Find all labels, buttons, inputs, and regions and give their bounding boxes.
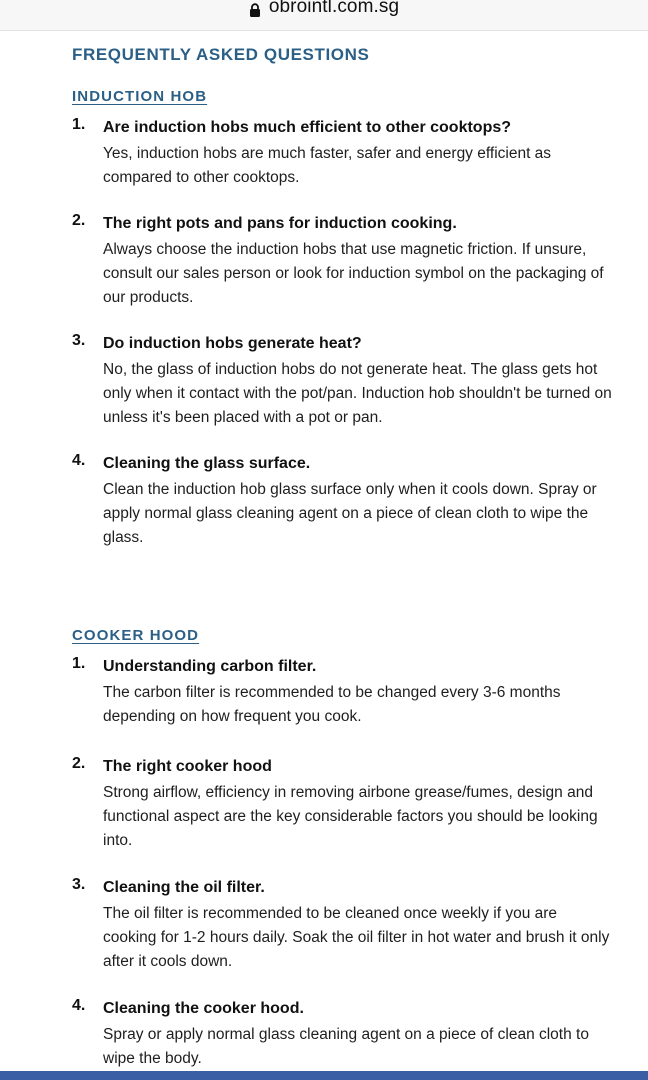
faq-number: 3.	[72, 876, 86, 893]
section-heading-induction-hob[interactable]: INDUCTION HOB	[72, 88, 208, 105]
faq-answer: Always choose the induction hobs that use magnetic friction. If unsure, consult our sales person or look for induction symbol on the packaging of our products.	[103, 241, 604, 306]
section-heading-cooker-hood[interactable]: COOKER HOOD	[72, 627, 200, 644]
faq-question: Are induction hobs much efficient to other cooktops?	[103, 119, 512, 136]
faq-answer: Yes, induction hobs are much faster, safer and energy efficient as compared to other cooktops.	[103, 145, 552, 186]
faq-item	[72, 212, 612, 310]
faq-question: Cleaning the glass surface.	[103, 455, 311, 472]
faq-answer: The oil filter is recommended to be cleaned once weekly if you are cooking for 1-2 hours daily. Soak the oil filter in hot water and brush it only after it cools down.	[103, 905, 610, 970]
faq-question: Cleaning the oil filter.	[103, 879, 265, 896]
url-text[interactable]: obrointl.com.sg	[268, 0, 400, 17]
faq-answer: Clean the induction hob glass surface only when it cools down. Spray or apply normal glass cleaning agent on a piece of clean cloth to wipe the glass.	[103, 481, 597, 546]
faq-number: 1.	[72, 655, 86, 672]
faq-item	[72, 755, 612, 853]
lock-icon	[249, 1, 261, 15]
faq-answer: The carbon filter is recommended to be changed every 3-6 months depending on how frequent you cook.	[103, 684, 561, 725]
faq-question: Do induction hobs generate heat?	[103, 335, 362, 352]
faq-number: 3.	[72, 332, 86, 349]
faq-question: Understanding carbon filter.	[103, 658, 317, 675]
page-title: FREQUENTLY ASKED QUESTIONS	[72, 45, 370, 64]
faq-number: 2.	[72, 212, 86, 229]
faq-number: 4.	[72, 997, 86, 1014]
faq-number: 2.	[72, 755, 86, 772]
faq-question: The right pots and pans for induction cooking.	[103, 215, 457, 232]
faq-question: Cleaning the cooker hood.	[103, 1000, 304, 1017]
faq-question: The right cooker hood	[103, 758, 272, 775]
faq-answer: No, the glass of induction hobs do not generate heat. The glass gets hot only when it contact with the pot/pan. Induction hob shouldn't be turned on unless it's been placed with a pot or pan.	[103, 361, 612, 426]
faq-item	[72, 655, 612, 729]
address-bar[interactable]	[0, 0, 648, 31]
faq-item	[72, 997, 612, 1071]
faq-item	[72, 452, 612, 550]
bottom-toolbar-edge	[0, 1071, 648, 1080]
faq-item	[72, 332, 612, 430]
faq-answer: Strong airflow, efficiency in removing airbone grease/fumes, design and functional aspect are the key considerable factors you should be looking into.	[103, 784, 598, 849]
faq-item	[72, 876, 612, 974]
faq-item	[72, 116, 612, 190]
faq-number: 4.	[72, 452, 86, 469]
faq-answer: Spray or apply normal glass cleaning agent on a piece of clean cloth to wipe the body.	[103, 1026, 589, 1067]
faq-number: 1.	[72, 116, 86, 133]
address-bar-content	[249, 0, 399, 18]
